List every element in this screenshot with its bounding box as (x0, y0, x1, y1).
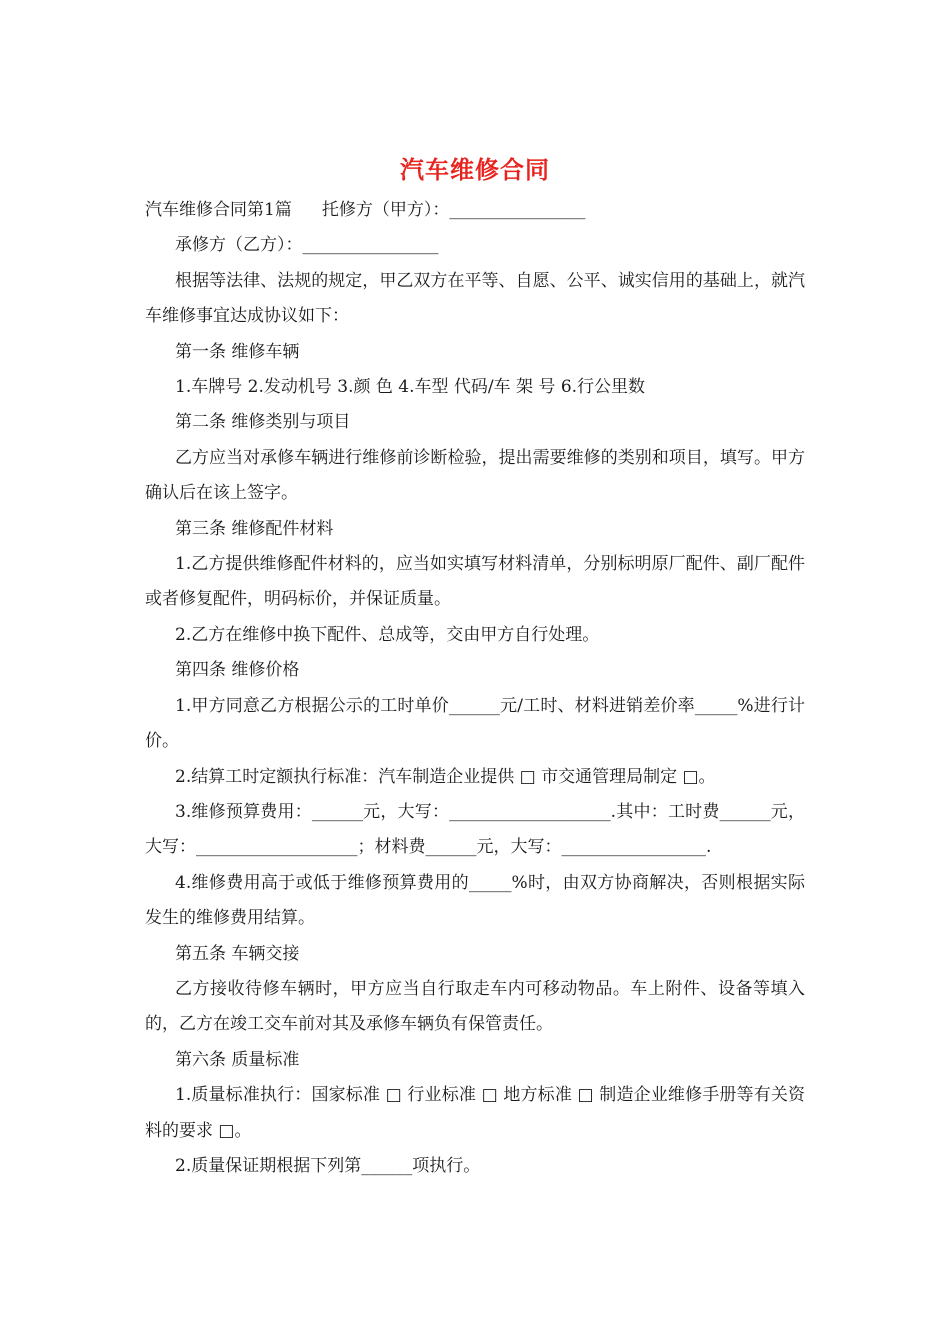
contract-paragraph (145, 653, 805, 688)
contract-paragraph (145, 228, 805, 263)
paragraph-text: 2.乙方在维修中换下配件、总成等，交由甲方自行处理。 (175, 624, 600, 645)
contract-paragraph (145, 512, 805, 547)
paragraph-text: 1.乙方提供维修配件材料的，应当如实填写材料清单，分别标明原厂配件、副厂配件或者修复配件，明码标价，并保证质量。 (145, 554, 805, 610)
paragraph-tail-text: 托修方（甲方）：________________ (321, 200, 586, 220)
paragraph-text: 第四条 维修价格 (175, 660, 300, 681)
contract-paragraph (145, 1078, 805, 1149)
contract-paragraph (145, 689, 805, 760)
contract-paragraph (145, 972, 805, 1043)
paragraph-text: 第三条 维修配件材料 (175, 518, 334, 539)
paragraph-text: 乙方接收待修车辆时，甲方应当自行取走车内可移动物品。车上附件、设备等填入的，乙方在竣工交车前对其及承修车辆负有保管责任。 (145, 978, 805, 1035)
contract-paragraph (145, 405, 805, 440)
contract-paragraph (145, 547, 805, 618)
contract-paragraph (145, 618, 805, 653)
contract-paragraph (145, 370, 805, 405)
paragraph-text: 4.维修费用高于或低于维修预算费用的_____%时，由双方协商解决，否则根据实际发生的维修费用结算。 (145, 872, 805, 929)
contract-paragraph (145, 193, 805, 228)
paragraph-text: 第二条 维修类别与项目 (175, 412, 351, 433)
contract-paragraph (145, 1149, 805, 1184)
contract-paragraph (145, 441, 805, 512)
document-body (145, 193, 805, 1184)
contract-paragraph (145, 866, 805, 937)
contract-paragraph (145, 335, 805, 370)
contract-paragraph (145, 264, 805, 335)
document-title: 汽车维修合同 (400, 155, 550, 184)
contract-paragraph (145, 795, 805, 866)
paragraph-text: 第六条 质量标准 (175, 1049, 300, 1070)
paragraph-text: 第一条 维修车辆 (175, 341, 300, 362)
contract-paragraph (145, 760, 805, 795)
paragraph-text: 乙方应当对承修车辆进行维修前诊断检验，提出需要维修的类别和项目，填写。甲方确认后在该上签字。 (145, 447, 805, 504)
paragraph-text: 第五条 车辆交接 (175, 943, 300, 964)
paragraph-text: 承修方（乙方）：________________ (175, 235, 439, 256)
paragraph-text: 2.结算工时定额执行标准：汽车制造企业提供 □ 市交通管理局制定 □。 (175, 766, 716, 787)
paragraph-text: 1.甲方同意乙方根据公示的工时单价______元/工时、材料进销差价率_____%进行计价。 (145, 695, 805, 752)
paragraph-text: 根据等法律、法规的规定，甲乙双方在平等、自愿、公平、诚实信用的基础上，就汽车维修事宜达成协议如下： (145, 270, 805, 327)
contract-paragraph (145, 1043, 805, 1078)
paragraph-text: 3.维修预算费用：______元，大写：___________________.其中：工时费______元，大写：___________________；材料费______元，大写：_________________. (145, 801, 805, 858)
paragraph-text: 1.车牌号 2.发动机号 3.颜 色 4.车型 代码/车 架 号 6.行公里数 (175, 377, 646, 398)
contract-paragraph (145, 937, 805, 972)
paragraph-text: 1.质量标准执行：国家标准 □ 行业标准 □ 地方标准 □ 制造企业维修手册等有关资料的要求 □。 (145, 1085, 805, 1141)
paragraph-text: 汽车维修合同第1篇 (145, 200, 292, 220)
paragraph-text: 2.质量保证期根据下列第______项执行。 (175, 1155, 481, 1176)
